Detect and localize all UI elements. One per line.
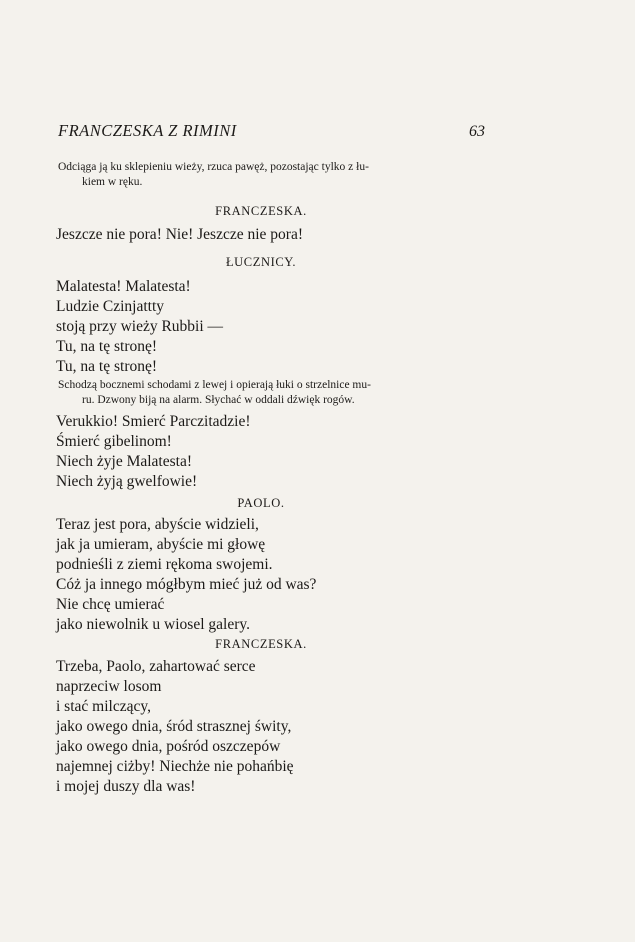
verse-line: Tu, na tę stronę!: [56, 338, 158, 355]
verse-line: jako owego dnia, śród strasznej świty,: [56, 718, 292, 735]
verse-block-4: [56, 515, 466, 635]
verse-line: naprzeciw losom: [56, 678, 162, 695]
verse-line: jako niewolnik u wiosel galery.: [56, 616, 250, 633]
verse-line: Trzeba, Paolo, zahartować serce: [56, 658, 256, 675]
verse-line: Niech żyją gwelfowie!: [56, 473, 198, 490]
stage-direction-line: kiem w ręku.: [82, 176, 143, 188]
verse-line: Tu, na tę stronę!: [56, 358, 158, 375]
speaker-name: FRANCZESKA.: [215, 204, 307, 218]
verse-line: Verukkio! Smierć Parczitadzie!: [56, 413, 251, 430]
verse-line: jako owego dnia, pośród oszczepów: [56, 738, 281, 755]
verse-line: i mojej duszy dla was!: [56, 778, 196, 795]
page-number: 63: [469, 123, 485, 140]
verse-line: Śmierć gibelinom!: [56, 433, 172, 450]
verse-line: Teraz jest pora, abyście widzieli,: [56, 516, 259, 533]
verse-block-2: [56, 277, 466, 377]
stage-direction-line: ru. Dzwony biją na alarm. Słychać w oddali dźwięk rogów.: [82, 394, 355, 406]
verse-line: Niech żyje Malatesta!: [56, 453, 192, 470]
verse-line: podnieśli z ziemi rękoma swojemi.: [56, 556, 273, 573]
verse-line: stoją przy wieży Rubbii —: [56, 318, 224, 335]
stage-direction-2: [56, 378, 466, 408]
verse-line: Nie chcę umierać: [56, 596, 165, 613]
verse-line: jak ja umieram, abyście mi głowę: [56, 536, 266, 553]
verse-line: i stać milczący,: [56, 698, 151, 715]
verse-line: Cóż ja innego mógłbym mieć już od was?: [56, 576, 317, 593]
speaker-name: FRANCZESKA.: [215, 637, 307, 651]
verse-line: najemnej ciżby! Niechże nie pohańbię: [56, 758, 294, 775]
stage-direction-line: Odciąga ją ku sklepieniu wieży, rzuca pawęż, pozostając tylko z łu-: [58, 161, 369, 173]
running-title: FRANCZESKA Z RIMINI: [58, 121, 237, 140]
verse-block-3: [56, 412, 466, 492]
verse-line: Malatesta! Malatesta!: [56, 278, 191, 295]
verse-block-1: [56, 225, 466, 245]
stage-direction-1: [56, 160, 466, 190]
verse-line: Jeszcze nie pora! Nie! Jeszcze nie pora!: [56, 226, 303, 243]
speaker-name: ŁUCZNICY.: [225, 255, 297, 269]
verse-block-5: [56, 657, 466, 797]
stage-direction-line: Schodzą bocznemi schodami z lewej i opierają łuki o strzelnice mu-: [58, 379, 371, 391]
verse-line: Ludzie Czinjattty: [56, 298, 165, 315]
speaker-name: PAOLO.: [237, 496, 285, 510]
